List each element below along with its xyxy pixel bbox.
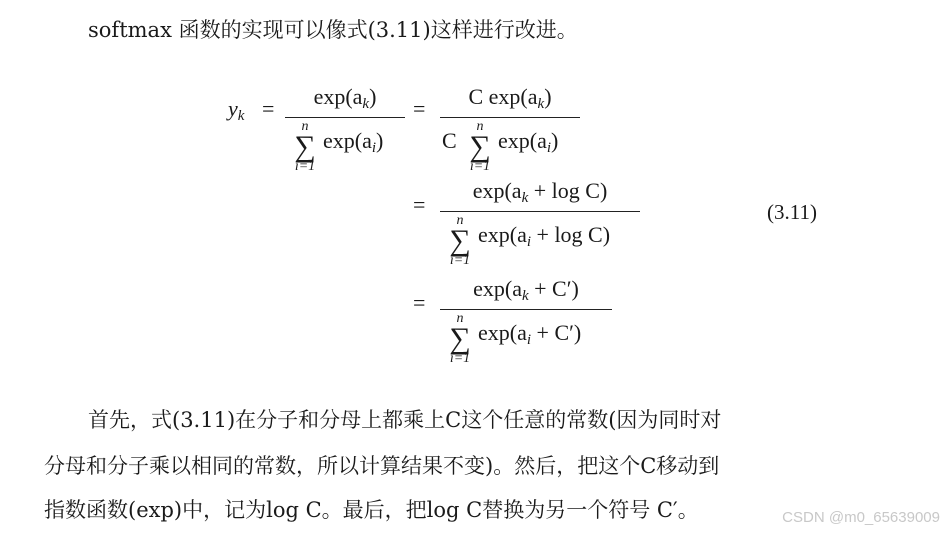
eq-sign-4: = (413, 290, 426, 315)
fraction-1-bar (285, 117, 405, 118)
fraction-3-bar (440, 211, 640, 212)
fraction-2-numerator: C $\exp(a_k)$ (468, 84, 552, 112)
eq-sign-3: = (413, 192, 426, 217)
paragraph-line-1: 首先，式(3.11)在分子和分母上都乘上C这个任意的常数(因为同时对 (88, 408, 722, 432)
fraction-3 (440, 178, 640, 269)
paragraph-line-2: 分母和分子乘以相同的常数，所以计算结果不变)。然后，把这个C移动到 (44, 454, 720, 478)
eq-sign-1: = (262, 96, 275, 121)
fraction-2 (440, 84, 580, 175)
watermark: CSDN @m0_65639009 (782, 509, 940, 526)
lhs-var: y (228, 96, 238, 121)
fraction-1-denominator: n ∑ i=1 $\exp(a_i)$ (285, 120, 405, 172)
fraction-4 (440, 276, 612, 367)
fraction-2-denominator: C n ∑ i=1 $\exp(a_i)$ (442, 119, 559, 175)
fraction-1 (285, 84, 405, 175)
intro-text: softmax 函数的实现可以像式(3.11)这样进行改进。 (88, 18, 578, 42)
fraction-1-numerator: $\exp(a_k)$ (313, 84, 377, 112)
lhs-sub: k (237, 108, 245, 124)
equation-lhs (228, 96, 244, 125)
fraction-2-bar (440, 117, 580, 118)
fraction-4-numerator: $\exp(a_k + C')$ (473, 276, 579, 304)
fraction-4-denominator: n ∑ i=1 $\exp(a_i + C')$ (449, 311, 582, 367)
sum-symbol: ∑ (294, 130, 316, 164)
equation-number: (3.11) (767, 200, 817, 224)
fraction-4-bar (440, 309, 612, 310)
eq-sign-2: = (413, 96, 426, 121)
fraction-3-numerator: $\exp(a_k + \log C)$ (472, 178, 608, 206)
paragraph-line-3: 指数函数(exp)中，记为log C。最后，把log C替换为另一个符号 C′。 (44, 498, 699, 522)
fraction-3-denominator: n ∑ i=1 $\exp(a_i + \log C)$ (449, 213, 611, 269)
